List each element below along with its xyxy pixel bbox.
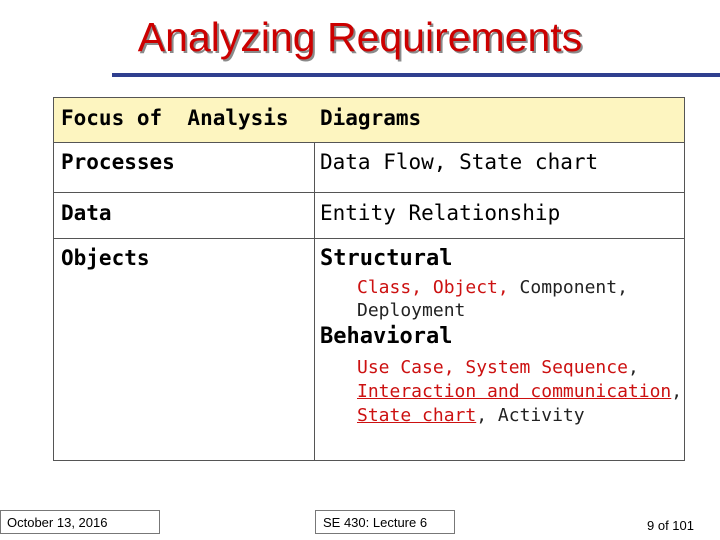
diagrams-processes: Data Flow, State chart: [320, 150, 599, 174]
page-number: 9 of 101: [647, 518, 694, 533]
analysis-table: [53, 97, 685, 461]
structural-items-highlight: Class, Object,: [357, 277, 509, 298]
behavioral-line1-highlight: Use Case, System Sequence: [357, 357, 628, 378]
focus-processes: Processes: [61, 150, 175, 174]
behavioral-line3-rest: , Activity: [476, 405, 585, 426]
behavioral-line1-rest: ,: [627, 357, 639, 378]
header-focus: Focus of Analysis: [61, 106, 289, 130]
table-row: [54, 238, 684, 460]
header-diagrams: Diagrams: [320, 106, 422, 130]
footer-course: SE 430: Lecture 6: [323, 515, 428, 530]
focus-objects: Objects: [61, 246, 150, 270]
structural-items-line2: Deployment: [357, 300, 466, 321]
title-divider: [112, 73, 720, 77]
footer-date: October 13, 2016: [7, 515, 108, 530]
behavioral-label: Behavioral: [320, 324, 453, 349]
slide-title: Analyzing Requirements: [137, 14, 583, 60]
table-row: [54, 142, 684, 193]
diagrams-data: Entity Relationship: [320, 201, 561, 225]
behavioral-line3-highlight: State chart: [357, 405, 477, 426]
footer-date-box: [0, 510, 160, 534]
behavioral-line2-highlight: Interaction and communication: [357, 381, 672, 402]
behavioral-items: [357, 356, 682, 428]
focus-data: Data: [61, 201, 112, 225]
structural-items-rest: Component,: [508, 277, 628, 298]
footer-course-box: [315, 510, 455, 534]
structural-label: Structural: [320, 246, 453, 271]
table-row: [54, 192, 684, 239]
structural-items: [357, 276, 628, 322]
behavioral-line2-rest: ,: [671, 381, 683, 402]
table-header-row: [54, 98, 684, 143]
